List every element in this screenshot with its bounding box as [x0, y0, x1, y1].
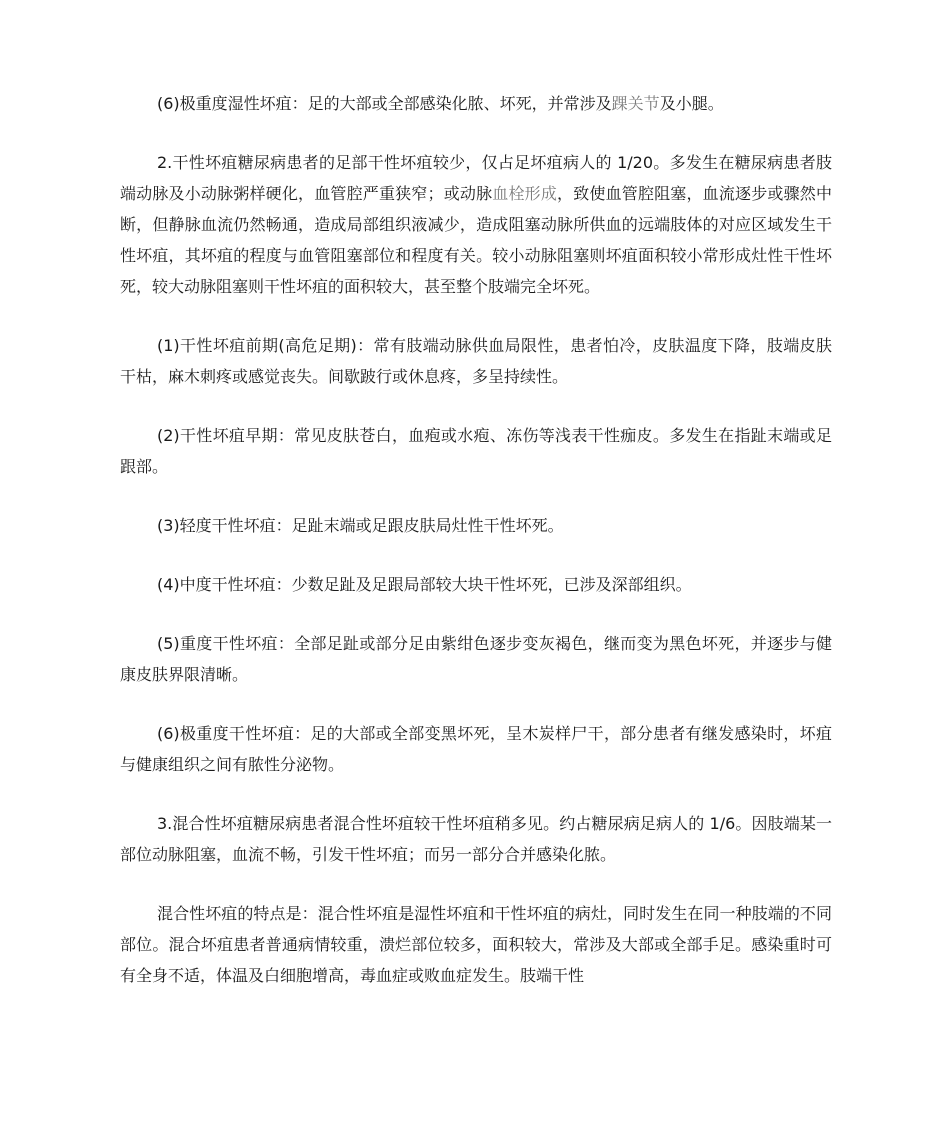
paragraph-text: 2.干性坏疽糖尿病患者的足部干性坏疽较少，仅占足坏疽病人的 1/20。多发生在糖尿病患者肢端动脉及小动脉粥样硬化，血管腔严重狭窄；或动脉	[120, 153, 832, 203]
paragraph-dry-gangrene-3: (3)轻度干性坏疽：足趾末端或足跟皮肤局灶性干性坏死。	[157, 516, 564, 535]
paragraph-dry-gangrene-4: (4)中度干性坏疽：少数足趾及足跟局部较大块干性坏死，已涉及深部组织。	[157, 575, 692, 594]
paragraph-text: 及小腿。	[659, 94, 724, 113]
link-thrombosis[interactable]: 血栓形成	[492, 184, 558, 203]
paragraph-text: (6)极重度湿性坏疽：足的大部或全部感染化脓、坏死，并常涉及	[157, 94, 612, 113]
paragraph-dry-gangrene-intro	[120, 147, 832, 302]
paragraph-dry-gangrene-2: (2)干性坏疽早期：常见皮肤苍白，血疱或水疱、冻伤等浅表干性痂皮。多发生在指趾末端或足跟部。	[120, 426, 832, 476]
paragraph-mixed-gangrene-intro: 3.混合性坏疽糖尿病患者混合性坏疽较干性坏疽稍多见。约占糖尿病足病人的 1/6。因肢端某一部位动脉阻塞，血流不畅，引发干性坏疽；而另一部分合并感染化脓。	[120, 814, 832, 864]
document-page	[120, 88, 832, 1019]
paragraph-dry-gangrene-6: (6)极重度干性坏疽：足的大部或全部变黑坏死，呈木炭样尸干，部分患者有继发感染时，坏疽与健康组织之间有脓性分泌物。	[120, 724, 832, 774]
paragraph-dry-gangrene-1: (1)干性坏疽前期(高危足期)：常有肢端动脉供血局限性，患者怕冷，皮肤温度下降，肢端皮肤干枯，麻木刺疼或感觉丧失。间歇跛行或休息疼，多呈持续性。	[120, 336, 832, 386]
paragraph-dry-gangrene-5: (5)重度干性坏疽：全部足趾或部分足由紫绀色逐步变灰褐色，继而变为黑色坏死，并逐步与健康皮肤界限清晰。	[120, 634, 832, 684]
paragraph-wet-gangrene-6	[120, 88, 832, 119]
paragraph-text: ，致使血管腔阻塞，血流逐步或骤然中断，但静脉血流仍然畅通，造成局部组织液减少，造成阻塞动脉所供血的远端肢体的对应区域发生干性坏疽，其坏疽的程度与血管阻塞部位和程度有关。较小动脉阻塞则坏疽面积较小常形成灶性干性坏死，较大动脉阻塞则干性坏疽的面积较大，甚至整个肢端完全坏死。	[120, 184, 832, 296]
link-ankle-joint[interactable]: 踝关节	[611, 94, 660, 113]
paragraph-mixed-gangrene-features: 混合性坏疽的特点是：混合性坏疽是湿性坏疽和干性坏疽的病灶，同时发生在同一种肢端的不同部位。混合坏疽患者普通病情较重，溃烂部位较多，面积较大，常涉及大部或全部手足。感染重时可有全身不适，体温及白细胞增高，毒血症或败血症发生。肢端干性	[120, 904, 832, 985]
